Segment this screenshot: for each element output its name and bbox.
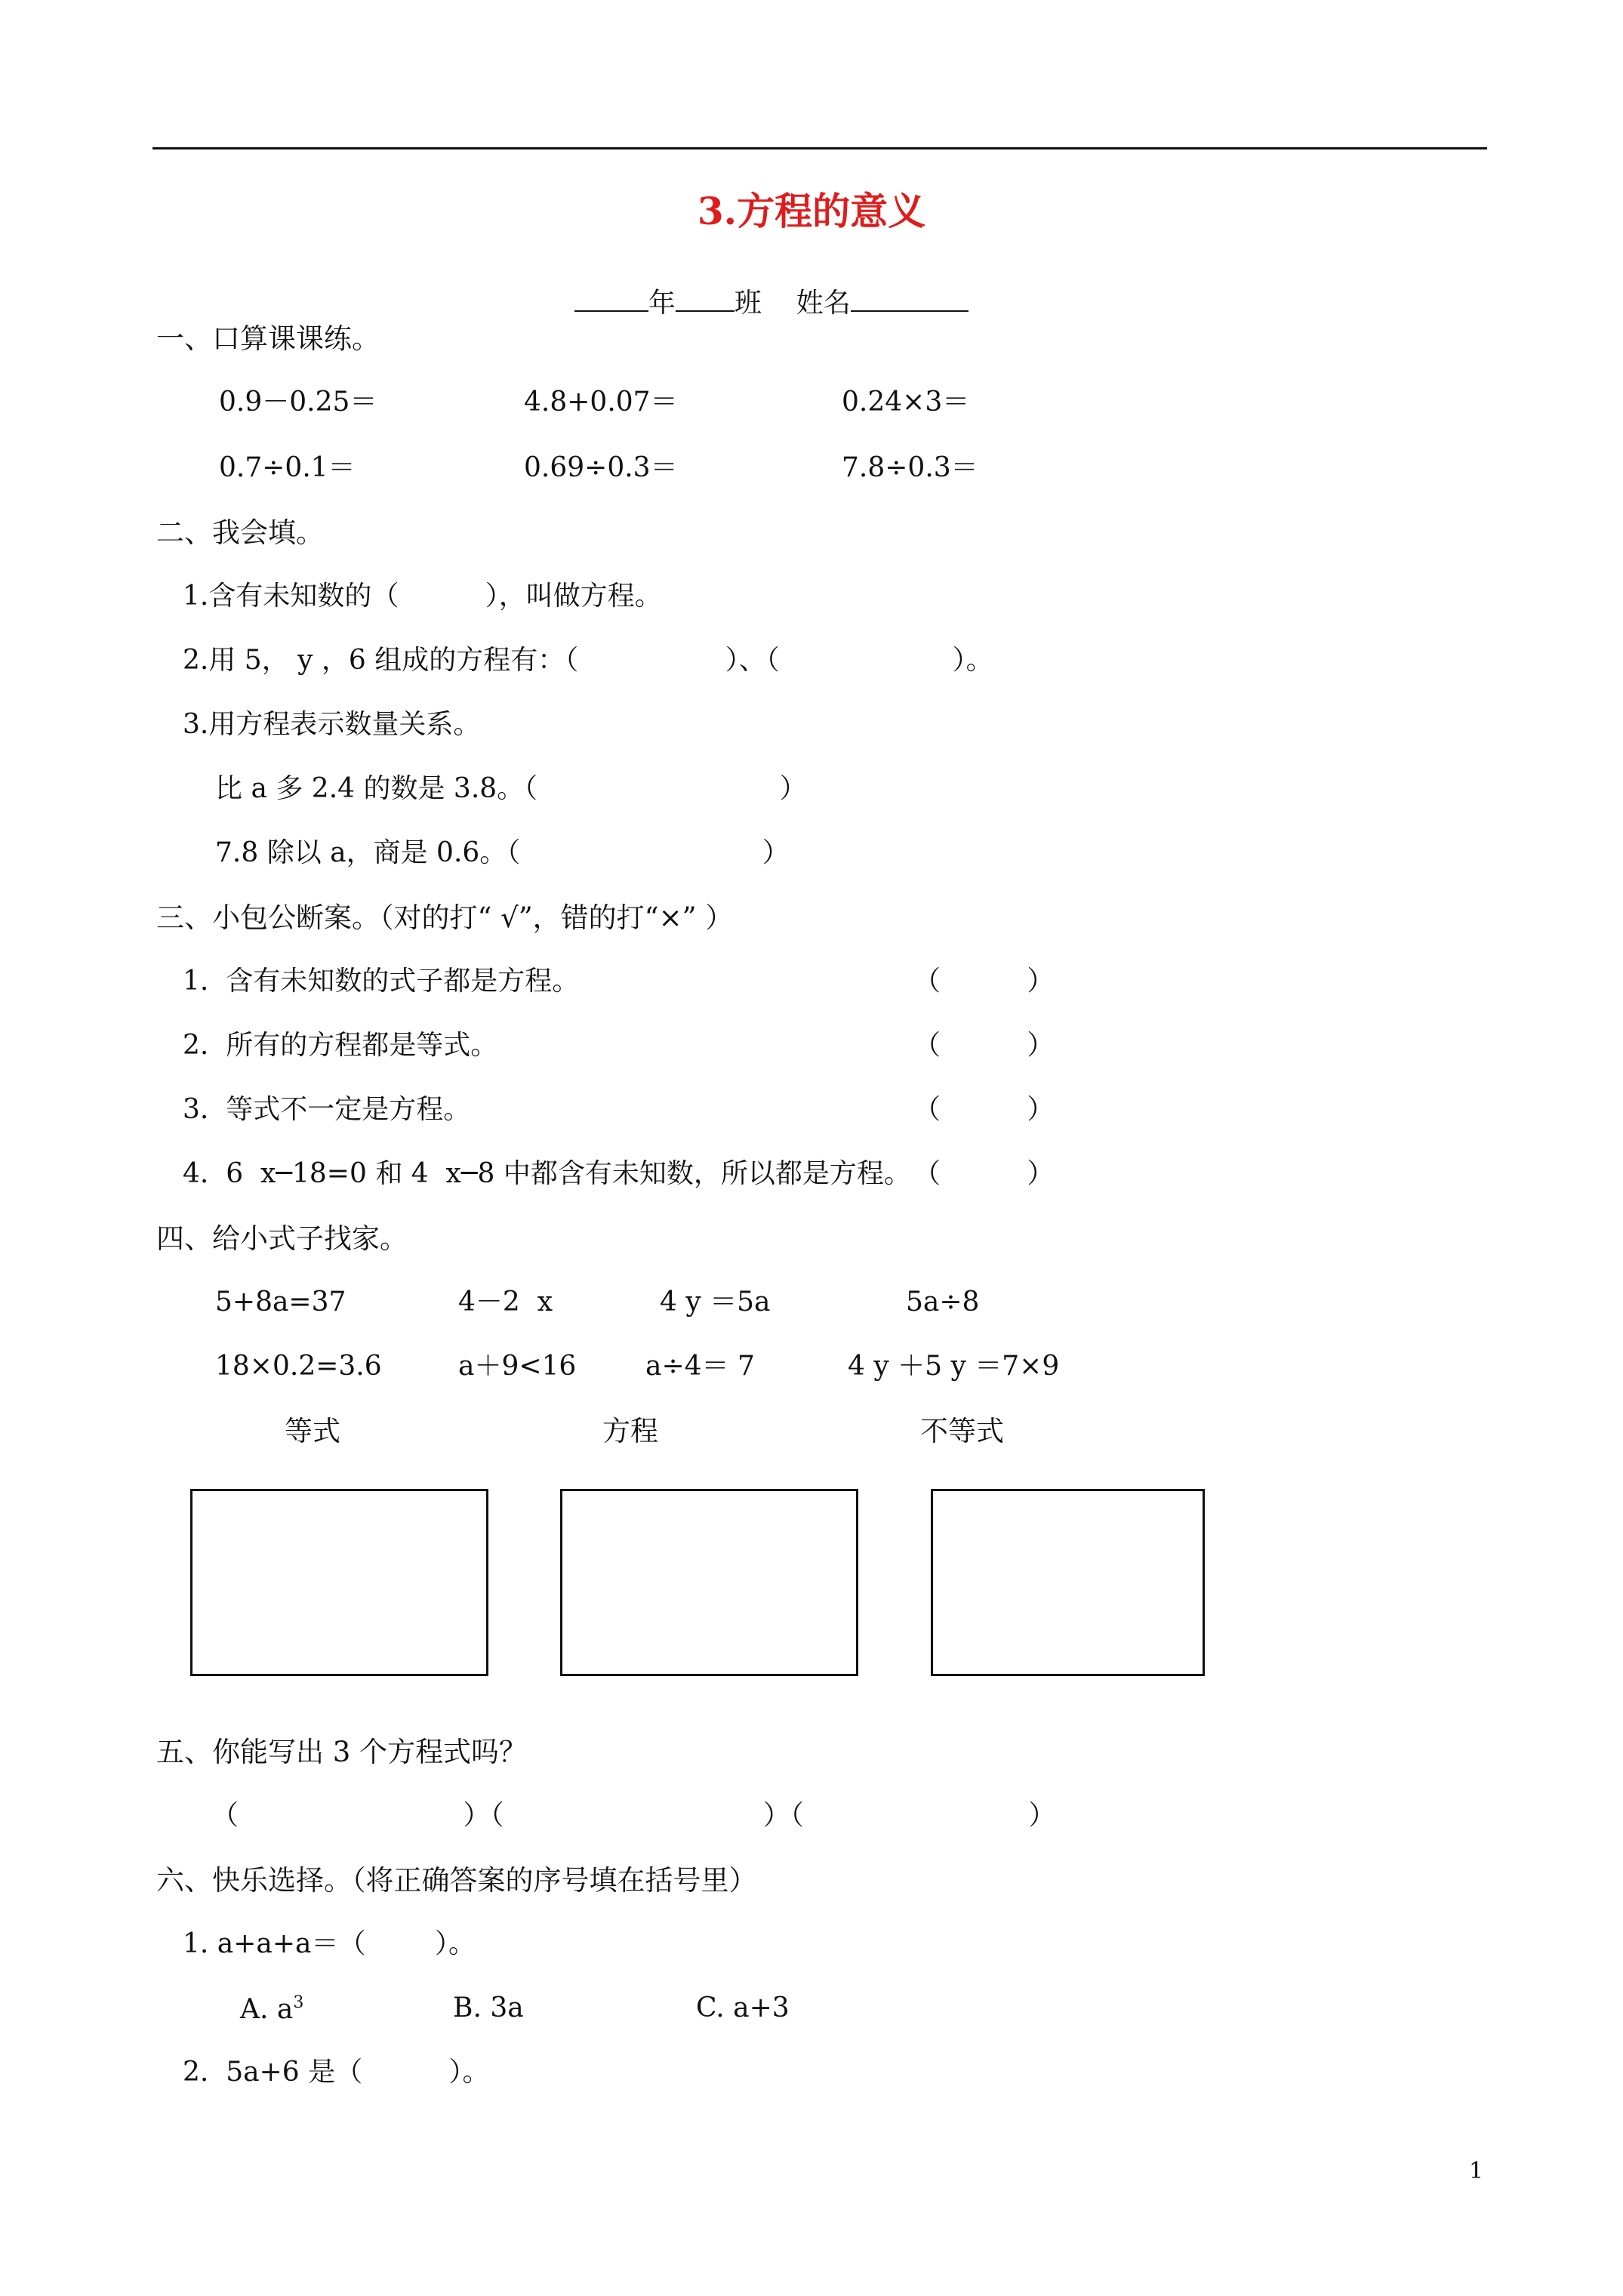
judge-answer-paren[interactable]: （ ） [913,1158,1055,1189]
expression: 4 y ＝5a [660,1287,771,1318]
expression: 5+8a=37 [215,1287,346,1318]
judge-answer-paren[interactable]: （ ） [913,1094,1055,1125]
mental-math-item: 7.8÷0.3＝ [842,452,978,483]
judge-answer-paren[interactable]: （ ） [913,1030,1055,1061]
fill-question-2: 2.用 5， y ，6 组成的方程有：（ ）、（ ）。 [183,645,993,676]
equality-answer-box[interactable] [190,1489,488,1676]
section-2-heading: 二、我会填。 [156,516,324,549]
mental-math-item: 4.8+0.07＝ [524,387,678,418]
section-6-heading: 六、快乐选择。（将正确答案的序号填在括号里） [156,1864,757,1897]
choice-question-1: 1. a+a+a＝（ ）。 [183,1928,476,1959]
choice-option-a [240,1995,303,2023]
mental-math-item: 0.7÷0.1＝ [219,452,356,483]
equation-answer-blanks[interactable]: （ ）（ ）（ ） [211,1800,1056,1831]
equation-answer-box[interactable] [560,1489,858,1676]
page-number: 1 [1469,2158,1484,2184]
section-3-heading: 三、小包公断案。（对的打“ √”，错的打“×” ） [156,901,734,934]
option-a-text: A. a [240,1994,294,2025]
section-1-heading: 一、口算课课练。 [156,322,380,355]
expression: a÷4＝ 7 [645,1351,755,1382]
section-5-heading: 五、你能写出 3 个方程式吗？ [156,1736,528,1768]
class-blank[interactable] [676,288,735,312]
mental-math-item: 0.69÷0.3＝ [524,452,678,483]
category-label-equality: 等式 [285,1415,340,1447]
fill-question-3a: 比 a 多 2.4 的数是 3.8。（ ） [215,773,807,804]
choice-option-c: C. a+3 [696,1992,790,2023]
option-a-exponent: 3 [293,1993,304,2012]
expression: a＋9<16 [458,1351,577,1382]
fill-question-3b: 7.8 除以 a，商是 0.6。（ ） [215,837,790,868]
name-blank[interactable] [851,288,969,312]
class-info-line [557,260,969,317]
inequality-answer-box[interactable] [931,1489,1205,1676]
expression: 18×0.2=3.6 [215,1351,382,1382]
name-label: 姓名 [796,288,851,319]
expression: 4－2 x [458,1287,553,1318]
judge-item-3: 3. 等式不一定是方程。 [183,1094,471,1125]
category-label-equation: 方程 [602,1415,658,1447]
mental-math-item: 0.24×3＝ [842,387,970,418]
judge-answer-paren[interactable]: （ ） [913,966,1055,997]
top-rule [152,147,1487,149]
section-4-heading: 四、给小式子找家。 [156,1222,408,1255]
grade-label: 年 [648,288,676,319]
category-label-inequality: 不等式 [920,1415,1004,1447]
judge-item-1: 1. 含有未知数的式子都是方程。 [183,966,580,997]
fill-question-3: 3.用方程表示数量关系。 [183,709,481,740]
judge-item-4: 4. 6 x─18=0 和 4 x─8 中都含有未知数，所以都是方程。 [183,1158,911,1189]
fill-question-1: 1.含有未知数的（ ），叫做方程。 [183,581,662,612]
page-title: 3.方程的意义 [697,189,926,233]
choice-question-2: 2. 5a+6 是（ ）。 [183,2057,490,2088]
choice-option-b: B. 3a [453,1992,524,2023]
class-label: 班 [734,288,762,319]
mental-math-item: 0.9－0.25＝ [219,387,377,418]
grade-blank[interactable] [574,288,648,312]
expression: 4 y ＋5 y ＝7×9 [848,1351,1060,1382]
expression: 5a÷8 [906,1287,980,1318]
judge-item-2: 2. 所有的方程都是等式。 [183,1030,498,1061]
